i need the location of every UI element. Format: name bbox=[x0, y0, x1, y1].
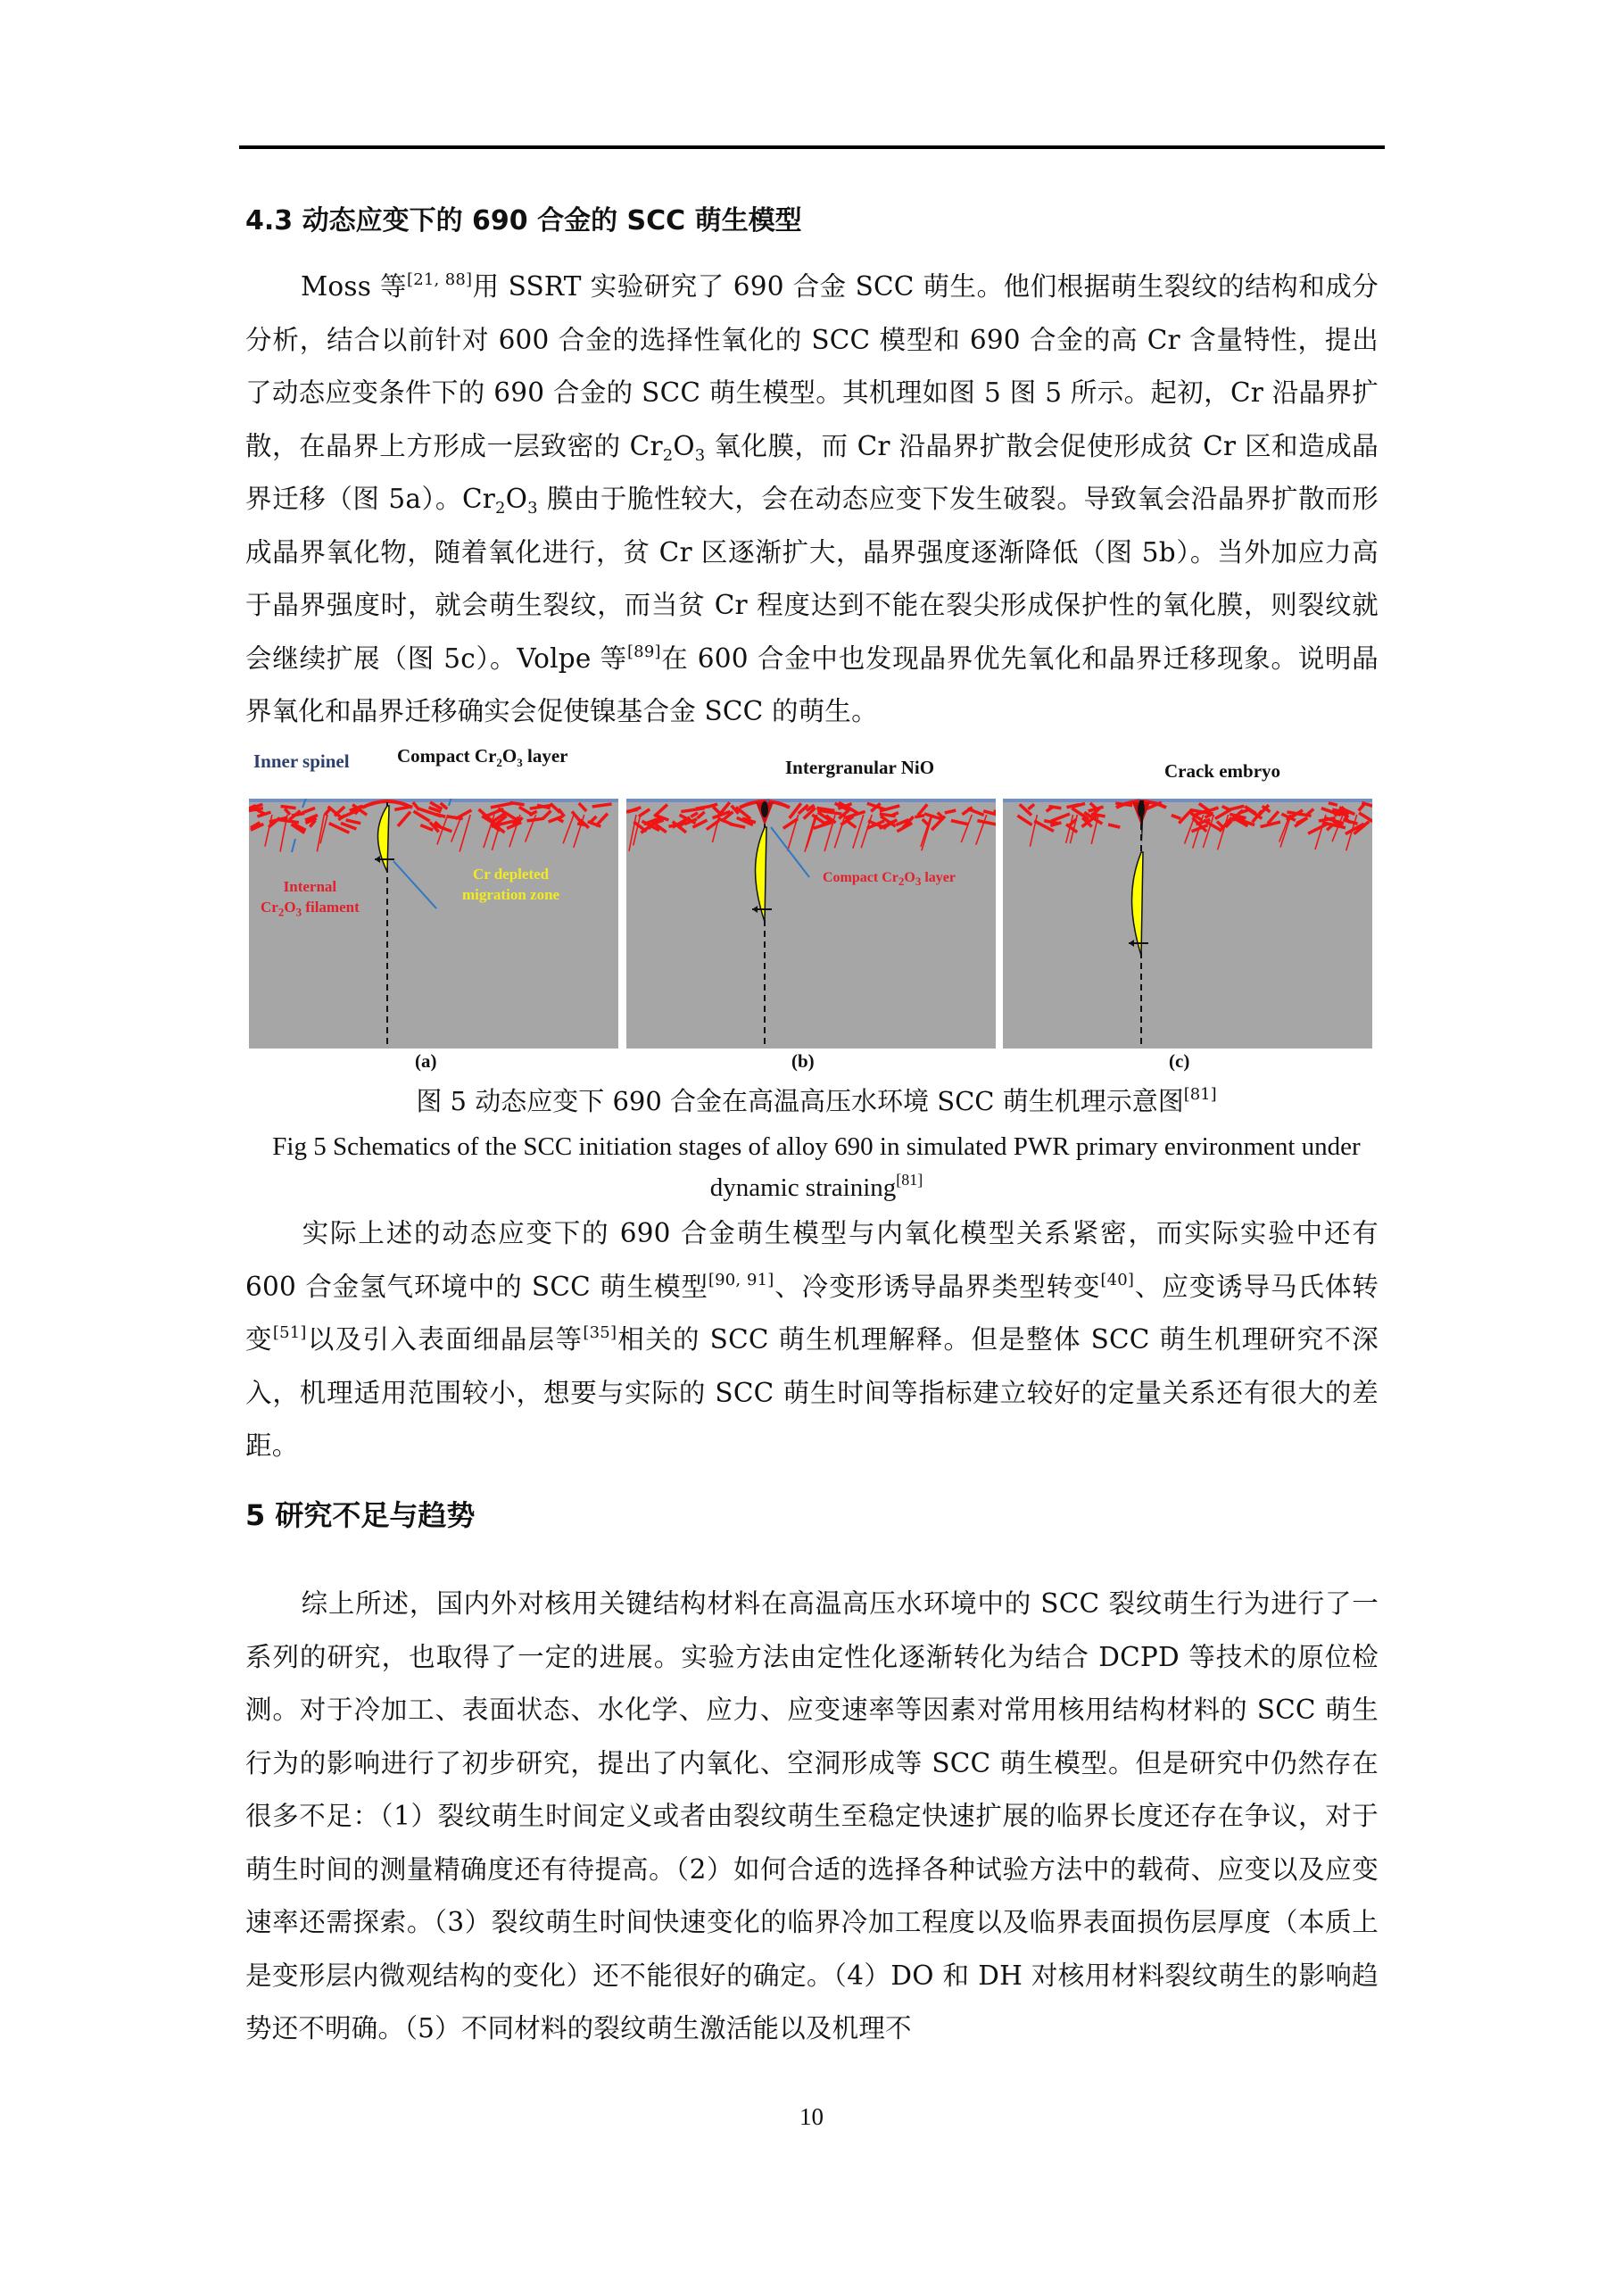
cr2o3-filament bbox=[1232, 818, 1245, 820]
cr2o3-filament bbox=[1048, 807, 1061, 808]
panel-b-diagram bbox=[626, 799, 996, 1049]
panel-b-label: (b) bbox=[791, 1050, 815, 1072]
section-heading-4-3: 4.3 动态应变下的 690 合金的 SCC 萌生模型 bbox=[245, 205, 802, 236]
text-run: 用 SSRT 实验研究了 690 合金 SCC 萌生。他们根据萌生裂纹的结构和成分分析，结合以前针对 600 合金的选择性氧化的 SCC 模型和 690 合金的高 Cr 含量特性，提出了动态应变条件下的 690 合金的 SCC 萌生模型。其机理如图 5 图 5 所示。起初，Cr 沿晶界扩散，在晶界上方形成一层致密的 Cr bbox=[245, 271, 1379, 461]
citation-ref: [89] bbox=[626, 642, 661, 661]
subscript: 3 bbox=[527, 499, 538, 518]
text-run: 、冷变形诱导晶界类型转变 bbox=[774, 1271, 1101, 1302]
subscript: 2 bbox=[495, 499, 506, 518]
intergranular-nio bbox=[761, 801, 768, 817]
paragraph-moss-model bbox=[245, 261, 1379, 739]
figure-caption-en: Fig 5 Schematics of the SCC initiation stages of alloy 690 in simulated PWR primary environment under dynamic straining[81] bbox=[272, 1132, 1361, 1202]
text-run: 以及引入表面细晶层等 bbox=[306, 1324, 584, 1355]
panel-b bbox=[626, 799, 996, 1049]
label-compact-cr2o3-layer-a: Compact $Cr_2O_3$ layer bbox=[397, 745, 568, 770]
paragraph-body: 综上所述，国内外对核用关键结构材料在高温高压水环境中的 SCC 裂纹萌生行为进行了一系列的研究，也取得了一定的进展。实验方法由定性化逐渐转化为结合 DCPD 等技术的原位检测。对于冷加工、表面状态、水化学、应力、应变速率等因素对常用核用结构材料的 SCC 萌生行为的影响进行了初步研究，提出了内氧化、空洞形成等 SCC 萌生模型。但是研究中仍然存在很多不足：（1）裂纹萌生时间定义或者由裂纹萌生至稳定快速扩展的临界长度还存在争议，对于萌生时间的测量精确度还有待提高。（2）如何合适的选择各种试验方法中的载荷、应变以及应变速率还需探索。（3）裂纹萌生时间快速变化的临界冷加工程度以及临界表面损伤层厚度（本质上是变形层内微观结构的变化）还不能很好的确定。（4）DO 和 DH 对核用材料裂纹萌生的影响趋势还不明确。（5）不同材料的裂纹萌生激活能以及机理不 bbox=[245, 1588, 1379, 2043]
figure-caption-cn: 图 5 动态应变下 690 合金在高温高压水环境 SCC 萌生机理示意图[81] bbox=[416, 1085, 1217, 1116]
citation-ref: [21, 88] bbox=[407, 270, 473, 289]
inner-spinel-layer bbox=[626, 799, 996, 802]
alloy-matrix bbox=[626, 799, 996, 1049]
text-run: O bbox=[505, 484, 528, 514]
label-crack-embryo: Crack embryo bbox=[1164, 760, 1281, 782]
panel-a bbox=[249, 799, 618, 1049]
citation-ref: [35] bbox=[583, 1323, 617, 1342]
label-cr-depleted-zone: Cr depleted migration zone bbox=[462, 866, 560, 903]
citation-ref: [90, 91] bbox=[708, 1270, 774, 1289]
label-compact-cr2o3-layer-b: Compact $Cr_2O_3$ layer bbox=[823, 870, 956, 889]
paragraph-body bbox=[245, 1218, 1379, 1461]
text-run: 在 600 合金中也发现晶界优先氧化和晶界迁移现象。说明晶界氧化和晶界迁移确实会促使镍基合金 SCC 的萌生。 bbox=[245, 642, 1379, 726]
citation-ref: [40] bbox=[1100, 1270, 1135, 1289]
section-heading-5: 5 研究不足与趋势 bbox=[245, 1498, 476, 1532]
panel-a-diagram bbox=[249, 799, 618, 1049]
panel-c bbox=[1003, 799, 1372, 1049]
panel-c-label: (c) bbox=[1169, 1050, 1190, 1072]
page-number: 10 bbox=[799, 2103, 824, 2130]
citation-ref: [51] bbox=[272, 1323, 307, 1342]
text-run: 、应变诱导马氏体转变 bbox=[245, 1271, 1379, 1355]
cr2o3-filament bbox=[281, 807, 296, 808]
alloy-matrix bbox=[249, 799, 618, 1049]
cr2o3-filament bbox=[1329, 803, 1337, 805]
paragraph-summary bbox=[245, 1578, 1379, 2056]
panel-c-diagram bbox=[1003, 799, 1372, 1049]
text-run: 膜由于脆性较大，会在动态应变下发生破裂。导致氧会沿晶界扩散而形成晶界氧化物，随着氧化进行，贫 Cr 区逐渐扩大，晶界强度逐渐降低（图 5b）。当外加应力高于晶界强度时，就会萌生裂纹，而当贫 Cr 程度达到不能在裂尖形成保护性的氧化膜，则裂纹就会继续扩展（图 5c）。Volpe 等 bbox=[245, 484, 1379, 674]
text-run: 氧化膜，而 Cr 沿晶界扩散会促使形成贫 Cr 区和造成晶界迁移（图 5a）。Cr bbox=[245, 430, 1379, 514]
paragraph-other-models bbox=[245, 1207, 1379, 1473]
subscript: 2 bbox=[662, 445, 674, 465]
text-run: O bbox=[673, 430, 695, 461]
label-inner-spinel: Inner spinel bbox=[253, 750, 350, 772]
panel-a-label: (a) bbox=[415, 1050, 437, 1072]
paragraph-body bbox=[245, 271, 1379, 726]
cr2o3-filament bbox=[915, 816, 924, 817]
subscript: 3 bbox=[694, 445, 706, 465]
inner-spinel-layer bbox=[1003, 799, 1372, 802]
figure-5 bbox=[241, 745, 1392, 1084]
label-intergranular-nio: Intergranular NiO bbox=[785, 757, 935, 778]
label-internal-cr2o3-filament: Internal $Cr_2O_3$ filament bbox=[261, 878, 360, 919]
text-run: 实际上述的动态应变下的 690 合金萌生模型与内氧化模型关系紧密，而实际实验中还有 600 合金氢气环境中的 SCC 萌生模型 bbox=[245, 1218, 1379, 1302]
text-run: 相关的 SCC 萌生机理解释。但是整体 SCC 萌生机理研究不深入，机理适用范围较小，想要与实际的 SCC 萌生时间等指标建立较好的定量关系还有很大的差距。 bbox=[245, 1324, 1379, 1461]
header-rule bbox=[239, 145, 1385, 149]
text-run: Moss 等 bbox=[301, 271, 408, 302]
